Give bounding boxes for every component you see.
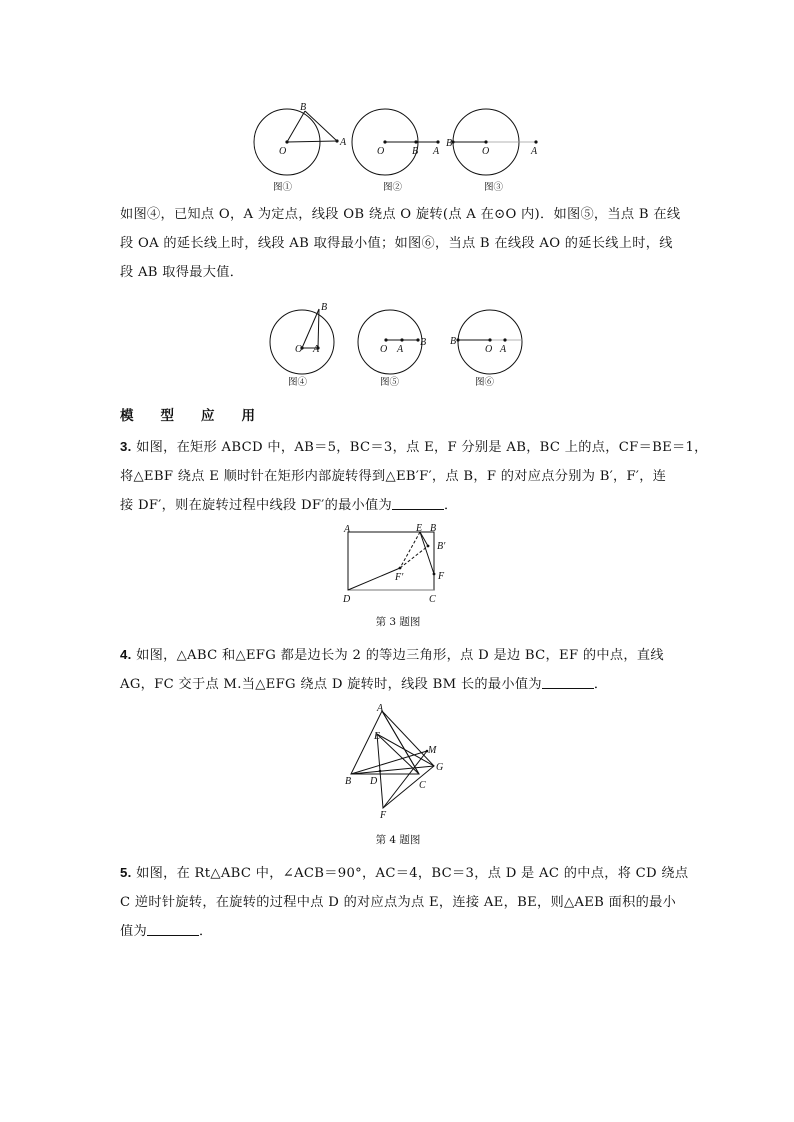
svg-text:图④: 图④	[288, 378, 308, 388]
answer-blank-3[interactable]	[392, 497, 444, 510]
svg-text:A: A	[340, 137, 347, 148]
figure-2	[352, 109, 440, 193]
svg-text:O: O	[482, 146, 490, 157]
svg-text:C: C	[429, 594, 436, 605]
svg-text:图①: 图①	[273, 183, 293, 193]
svg-text:O: O	[295, 344, 303, 355]
question-3-line-3: 接 DF′，则在旋转过程中线段 DF′的最小值为	[120, 498, 393, 513]
question-5: 5. 如图，在 Rt△ABC 中，∠ACB＝90°，AC＝4，BC＝3，点 D 是 AC 的中点，将 CD 绕点 C 逆时针旋转，在旋转的过程中点 D 的对应点为点 E，连接 AE，BE，则△AEB 面积的最小 值为 ．	[120, 865, 689, 939]
svg-text:图②: 图②	[383, 183, 403, 193]
svg-text:A: A	[500, 344, 507, 355]
figure-4	[270, 302, 334, 388]
caption-question-3: 第 3 题图	[375, 616, 421, 628]
intro-paragraph	[120, 200, 680, 287]
svg-text:B: B	[300, 102, 307, 113]
svg-text:D: D	[370, 776, 378, 787]
svg-text:B′: B′	[437, 541, 446, 552]
figure-5	[358, 310, 426, 388]
question-3-number: 3.	[120, 439, 132, 454]
svg-text:B: B	[450, 336, 457, 347]
svg-text:F: F	[438, 571, 445, 582]
answer-blank-4[interactable]	[542, 676, 594, 689]
figure-question-3	[338, 524, 458, 606]
question-4-number: 4.	[120, 647, 132, 662]
svg-text:O: O	[380, 344, 388, 355]
svg-text:A: A	[313, 344, 320, 355]
svg-text:A: A	[531, 146, 538, 157]
svg-text:O: O	[279, 146, 287, 157]
svg-text:O: O	[377, 146, 385, 157]
question-3-line-1: 如图，在矩形 ABCD 中，AB＝5，BC＝3，点 E，F 分别是 AB，BC 上的点，CF＝BE＝1，	[136, 440, 708, 455]
svg-text:M: M	[428, 745, 437, 756]
question-4-line-1: 如图，△ABC 和△EFG 都是边长为 2 的等边三角形，点 D 是边 BC，EF 的中点，直线	[136, 648, 664, 663]
caption-question-4: 第 4 题图	[375, 834, 421, 846]
svg-text:B: B	[321, 302, 328, 313]
svg-text:E: E	[416, 524, 423, 534]
question-4: 4. 如图，△ABC 和△EFG 都是边长为 2 的等边三角形，点 D 是边 BC，EF 的中点，直线 AG，FC 交于点 M.当△EFG 绕点 D 旋转时，线段 BM 长的最小值为 ．	[120, 647, 664, 692]
svg-text:O: O	[485, 344, 493, 355]
intro-line-2: 段 OA 的延长线上时，线段 AB 取得最小值；如图⑥，当点 B 在线段 AO 的延长线上时，线	[120, 236, 673, 251]
figure-1	[254, 102, 347, 193]
figure-3	[446, 109, 538, 193]
svg-text:图⑤: 图⑤	[380, 378, 400, 388]
svg-text:A: A	[433, 146, 440, 157]
svg-text:D: D	[343, 594, 351, 605]
svg-text:A: A	[377, 703, 384, 714]
figures-row-2	[262, 296, 532, 392]
svg-text:F′: F′	[395, 572, 404, 583]
question-5-line-2: C 逆时针旋转，在旋转的过程中点 D 的对应点为点 E，连接 AE，BE，则△AEB 面积的最小	[120, 895, 677, 910]
question-5-number: 5.	[120, 865, 132, 880]
intro-line-1: 如图④，已知点 O，A 为定点，线段 OB 绕点 O 旋转(点 A 在⊙O 内)．如图⑤，当点 B 在线	[120, 207, 681, 222]
svg-text:图③: 图③	[484, 183, 504, 193]
svg-text:C: C	[419, 780, 426, 791]
svg-text:图⑥: 图⑥	[475, 378, 495, 388]
svg-text:B: B	[345, 776, 352, 787]
svg-text:G: G	[436, 762, 444, 773]
svg-text:F: F	[380, 810, 387, 820]
figure-6	[450, 310, 522, 388]
svg-text:B: B	[430, 524, 437, 534]
section-heading: 模 型 应 用	[120, 408, 255, 424]
question-4-line-2: AG，FC 交于点 M.当△EFG 绕点 D 旋转时，线段 BM 长的最小值为	[120, 677, 542, 692]
svg-text:A: A	[344, 524, 351, 535]
question-5-line-1: 如图，在 Rt△ABC 中，∠ACB＝90°，AC＝4，BC＝3，点 D 是 AC 的中点，将 CD 绕点	[136, 866, 689, 881]
svg-text:B: B	[446, 138, 453, 149]
intro-line-3: 段 AB 取得最大值．	[120, 265, 244, 280]
svg-text:B: B	[420, 337, 427, 348]
question-5-line-3: 值为	[120, 924, 147, 939]
svg-text:A: A	[397, 344, 404, 355]
figure-question-4	[338, 702, 458, 820]
question-3: 3. 如图，在矩形 ABCD 中，AB＝5，BC＝3，点 E，F 分别是 AB，BC 上的点，CF＝BE＝1， 将△EBF 绕点 E 顺时针在矩形内部旋转得到△EB′F′，点 B，F 的对应点分别为 B′，F′，连 接 DF′，则在旋转过程中线段 DF′的最小值为 ．	[120, 439, 708, 513]
answer-blank-5[interactable]	[147, 923, 199, 936]
svg-text:E: E	[374, 731, 381, 742]
figures-row-1	[240, 96, 560, 196]
question-3-line-2: 将△EBF 绕点 E 顺时针在矩形内部旋转得到△EB′F′，点 B，F 的对应点分别为 B′，F′，连	[120, 469, 667, 484]
svg-text:B: B	[412, 146, 419, 157]
